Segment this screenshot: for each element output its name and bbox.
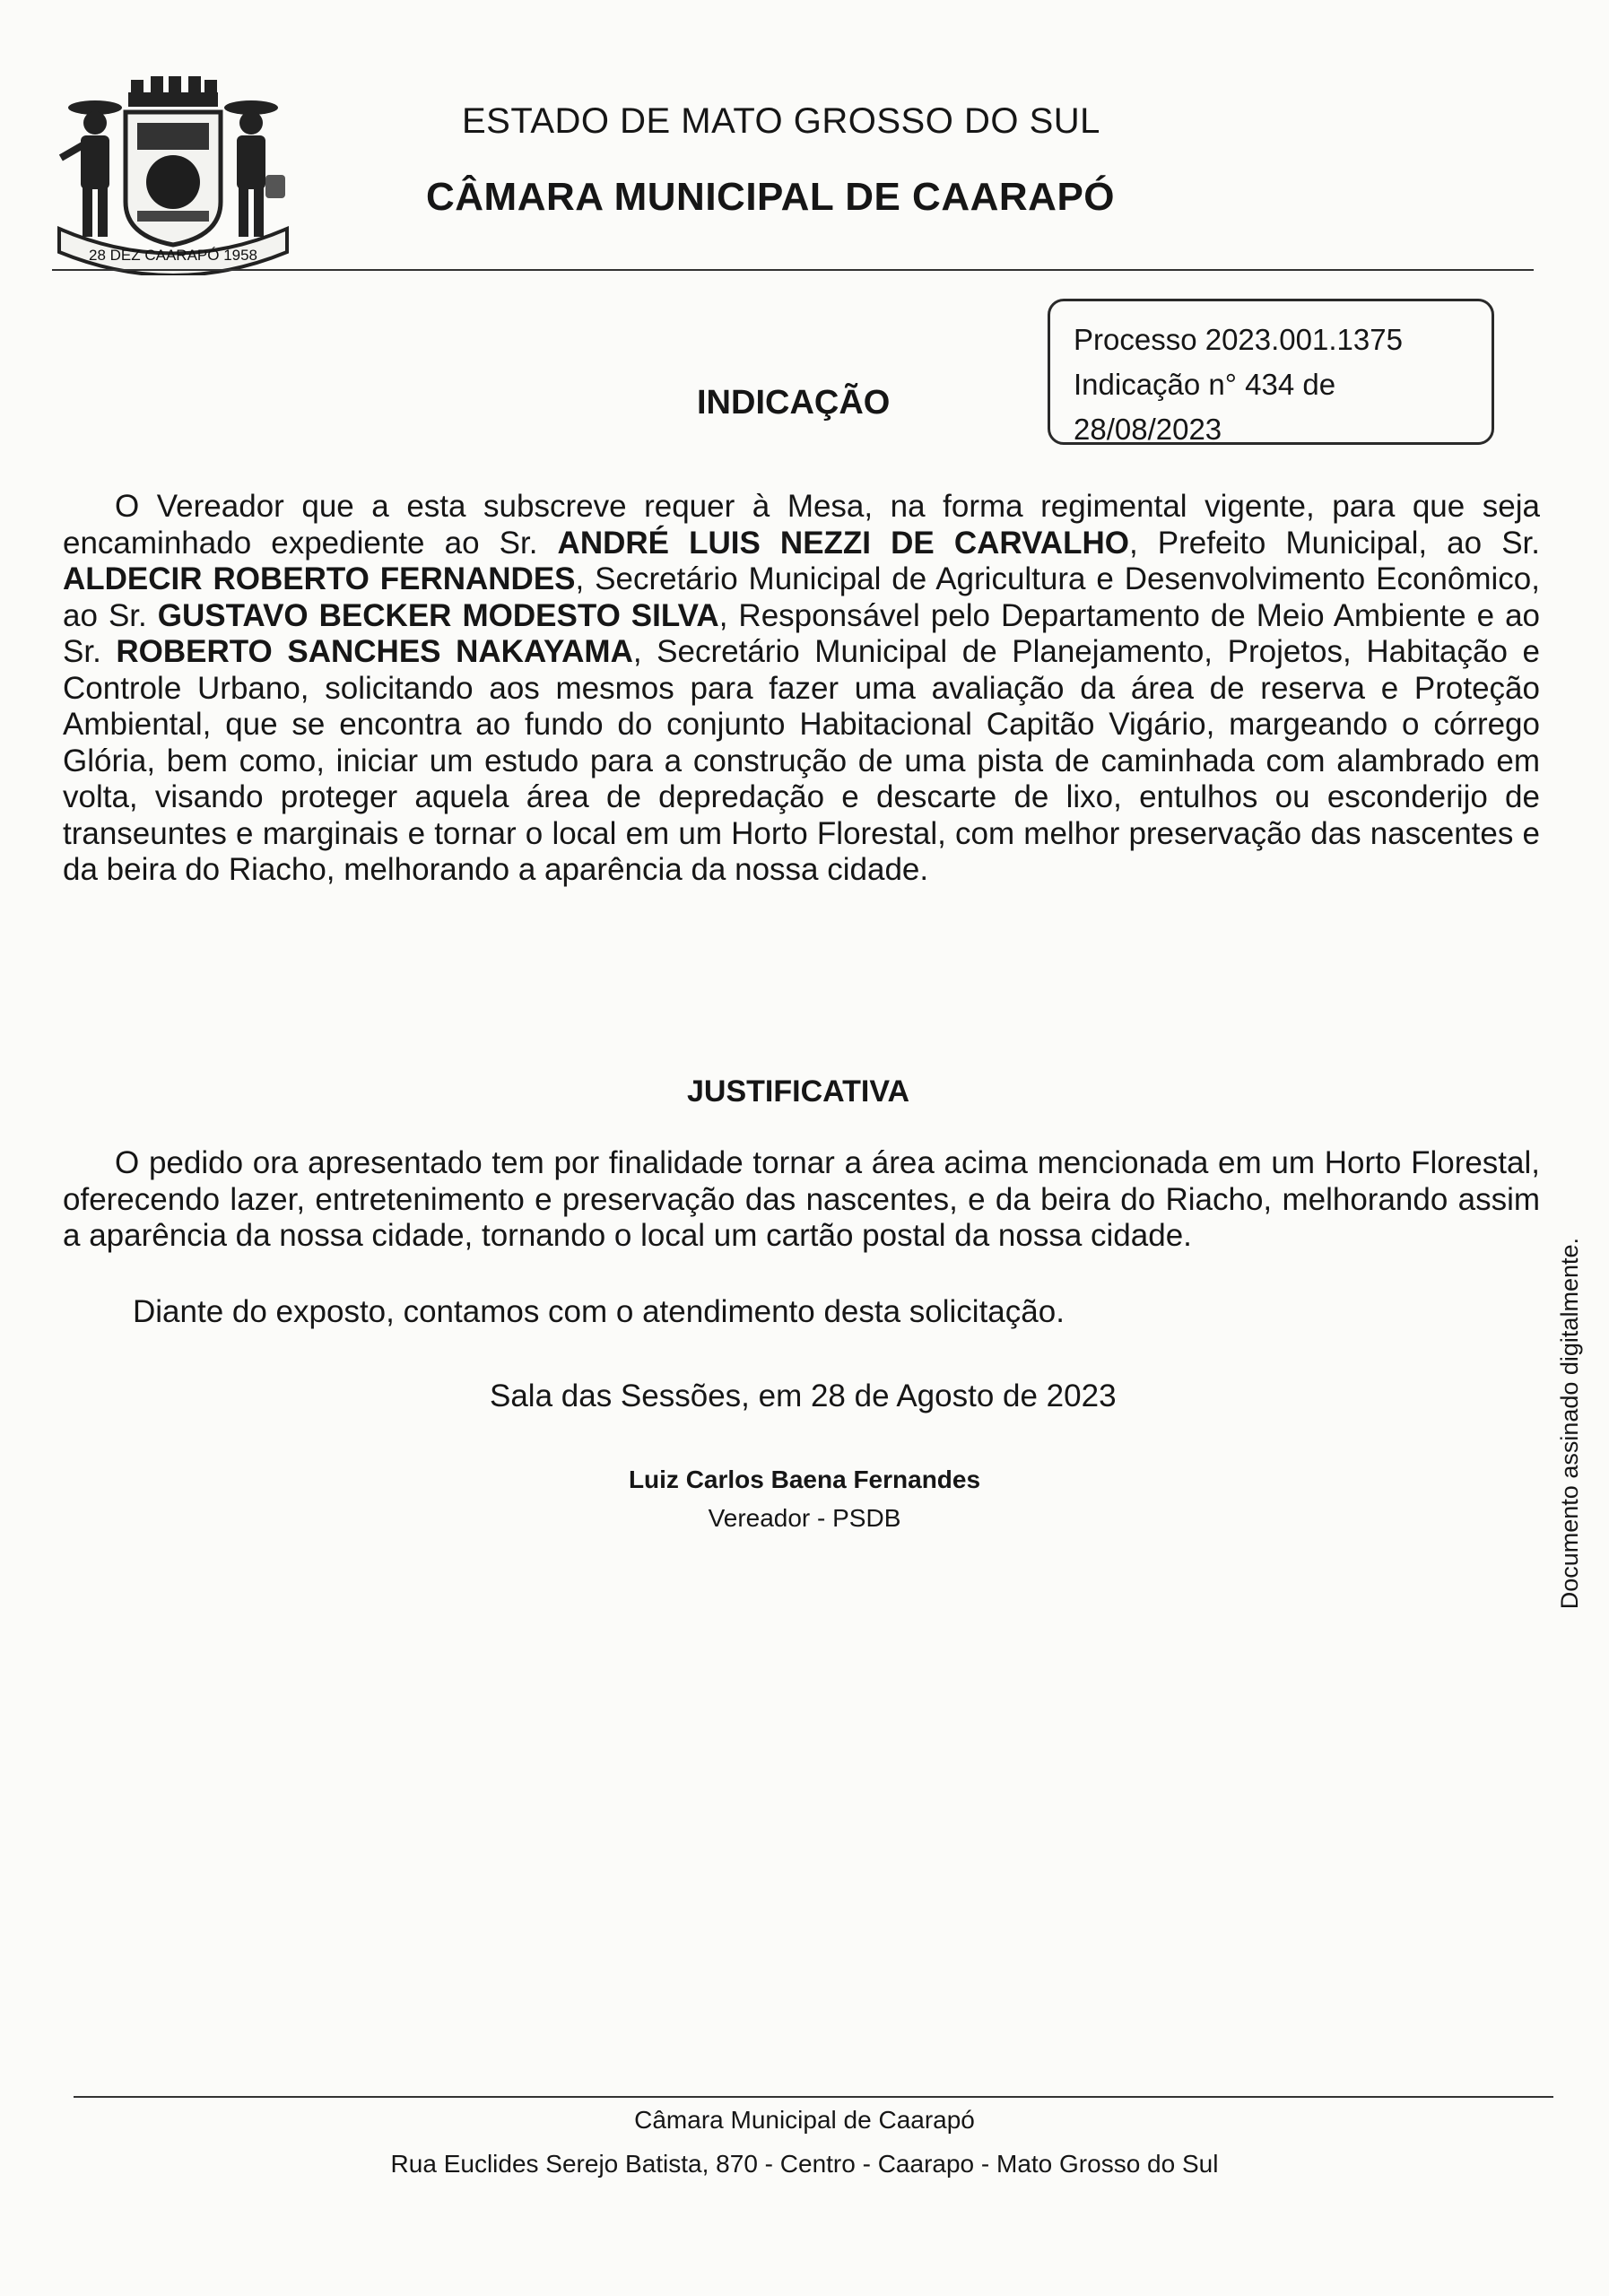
footer-divider xyxy=(74,2096,1553,2098)
official-name: ROBERTO SANCHES NAKAYAMA xyxy=(116,634,633,669)
signer-role: Vereador - PSDB xyxy=(708,1504,901,1532)
header-divider xyxy=(52,269,1534,271)
process-stamp-box xyxy=(1048,299,1494,445)
footer-organization: Câmara Municipal de Caarapó xyxy=(634,2106,975,2134)
official-name: ANDRÉ LUIS NEZZI DE CARVALHO xyxy=(557,525,1129,561)
body-text: , Responsável pelo Departamento de Meio Ambiente e ao Sr. xyxy=(63,597,1540,669)
justification-title: JUSTIFICATIVA xyxy=(687,1074,910,1109)
footer-address: Rua Euclides Serejo Batista, 870 - Centro - Caarapo - Mato Grosso do Sul xyxy=(390,2150,1219,2178)
place-and-date: Sala das Sessões, em 28 de Agosto de 2023 xyxy=(490,1378,1117,1413)
official-name: GUSTAVO BECKER MODESTO SILVA xyxy=(157,597,719,633)
closing-request: Diante do exposto, contamos com o atendimento desta solicitação. xyxy=(133,1294,1065,1329)
state-heading: ESTADO DE MATO GROSSO DO SUL xyxy=(462,101,1100,141)
indication-paragraph xyxy=(63,489,1540,889)
chamber-heading: CÂMARA MUNICIPAL DE CAARAPÓ xyxy=(426,175,1116,219)
body-text: , Secretário Municipal de Planejamento, Projetos, Habitação e Controle Urbano, solicitando aos mesmos para fazer uma avaliação da área de reserva e Proteção Ambiental, que se encontra ao fundo do conjunto Habitacional Capitão Vigário, margeando o córrego Glória, bem como, iniciar um estudo para a construção de uma pista de caminhada com alambrado em volta, visando proteger aquela área de depredação e descarte de lixo, entulhos ou esconderijo de transeuntes e marginais e tornar o local em um Horto Florestal, com melhor preservação das nascentes e da beira do Riacho, melhorando a aparência da nossa cidade. xyxy=(63,634,1540,887)
digital-signature-text: Documento assinado digitalmente. xyxy=(1556,1238,1583,1610)
justification-paragraph: O pedido ora apresentado tem por finalidade tornar a área acima mencionada em um Horto Florestal, oferecendo lazer, entretenimento e preservação das nascentes, e da beira do Riacho, melhorando assim a aparência da nossa cidade, tornando o local um cartão postal da nossa cidade. xyxy=(63,1145,1540,1253)
signer-name: Luiz Carlos Baena Fernandes xyxy=(628,1465,981,1493)
municipal-crest-logo xyxy=(52,76,294,275)
body-text: O Vereador que a esta subscreve requer à Mesa, na forma regimental vigente, para que seja encaminhado expediente ao Sr. xyxy=(63,489,1540,561)
body-text: , Secretário Municipal de Agricultura e Desenvolvimento Econômico, ao Sr. xyxy=(63,561,1540,633)
indication-number: Indicação n° 434 de xyxy=(1074,368,1336,401)
process-number: Processo 2023.001.1375 xyxy=(1074,323,1403,356)
document-title: INDICAÇÃO xyxy=(697,384,891,422)
indication-date: 28/08/2023 xyxy=(1074,413,1222,446)
crest-ribbon-text: 28 DEZ CAARAPÓ 1958 xyxy=(88,247,258,264)
official-name: ALDECIR ROBERTO FERNANDES xyxy=(63,561,576,596)
body-text: , Prefeito Municipal, ao Sr. xyxy=(1128,525,1540,561)
